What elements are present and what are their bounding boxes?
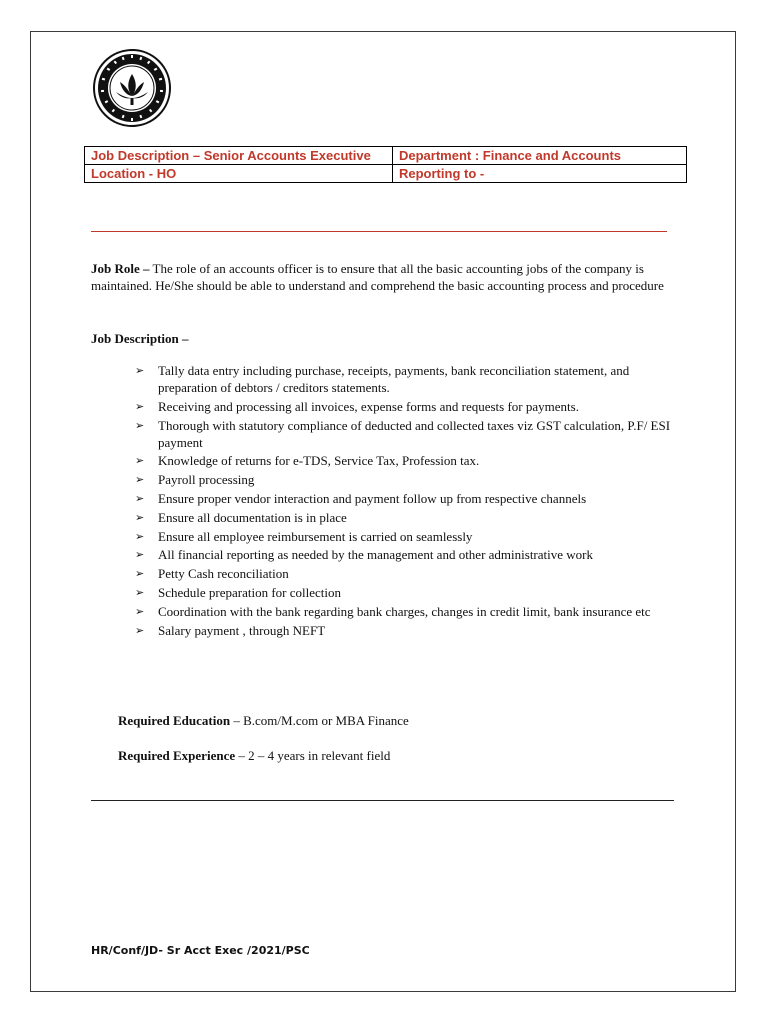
- red-divider: [91, 231, 667, 232]
- document-reference-footer: HR/Conf/JD- Sr Acct Exec /2021/PSC: [91, 944, 310, 957]
- arrow-bullet-icon: ➢: [135, 548, 145, 562]
- arrow-bullet-icon: ➢: [135, 510, 145, 524]
- document-page: [30, 31, 736, 992]
- list-item: [135, 362, 675, 396]
- duty-text: Thorough with statutory compliance of deducted and collected taxes viz GST calculation, P.F/ ESI payment: [158, 417, 671, 450]
- arrow-bullet-icon: ➢: [135, 364, 145, 377]
- list-item: [135, 398, 675, 415]
- duty-text: Knowledge of returns for e-TDS, Service Tax, Profession tax.: [158, 453, 480, 469]
- list-item: [135, 603, 675, 620]
- arrow-bullet-icon: ➢: [135, 604, 145, 618]
- list-item: [135, 546, 675, 563]
- black-divider: [91, 800, 674, 801]
- arrow-bullet-icon: ➢: [135, 473, 145, 487]
- arrow-bullet-icon: ➢: [135, 585, 145, 599]
- duty-text: Tally data entry including purchase, receipts, payments, bank reconciliation statement, and preparation of debtors / creditors statements.: [158, 363, 630, 395]
- arrow-bullet-icon: ➢: [135, 623, 145, 637]
- list-item: [135, 417, 675, 451]
- department-cell: Department : Finance and Accounts: [393, 147, 687, 165]
- list-item: [135, 509, 675, 526]
- arrow-bullet-icon: ➢: [135, 567, 145, 581]
- required-experience-label: Required Experience: [118, 748, 236, 763]
- list-item: [135, 528, 675, 545]
- duty-text: All financial reporting as needed by the management and other administrative work: [158, 547, 593, 563]
- list-item: [135, 452, 675, 469]
- required-experience-value: – 2 – 4 years in relevant field: [238, 748, 391, 763]
- arrow-bullet-icon: ➢: [135, 454, 145, 468]
- duty-text: Ensure all documentation is in place: [158, 509, 347, 525]
- duty-text: Receiving and processing all invoices, expense forms and requests for payments.: [158, 398, 579, 414]
- required-education-label: Required Education: [118, 713, 231, 728]
- duty-text: Ensure proper vendor interaction and payment follow up from respective channels: [158, 490, 587, 506]
- list-item: [135, 471, 675, 488]
- reporting-to-cell: Reporting to -: [393, 165, 687, 183]
- job-role-paragraph: [91, 260, 691, 294]
- arrow-bullet-icon: ➢: [135, 418, 145, 432]
- duty-text: Coordination with the bank regarding bank charges, changes in credit limit, bank insurance etc: [158, 603, 651, 619]
- job-role-label: Job Role –: [91, 261, 150, 276]
- job-role-text: The role of an accounts officer is to ensure that all the basic accounting jobs of the company is maintained. He/She should be able to understand and comprehend the basic accounting process and procedure: [91, 261, 664, 293]
- duty-text: Petty Cash reconciliation: [158, 566, 289, 582]
- location-cell: Location - HO: [85, 165, 393, 183]
- list-item: [135, 490, 675, 507]
- duty-text: Salary payment , through NEFT: [158, 622, 326, 638]
- required-experience: [118, 747, 390, 764]
- required-education-value: – B.com/M.com or MBA Finance: [233, 713, 409, 728]
- list-item: [135, 565, 675, 582]
- duty-text: Payroll processing: [158, 472, 255, 488]
- duty-text: Ensure all employee reimbursement is carried on seamlessly: [158, 528, 473, 544]
- arrow-bullet-icon: ➢: [135, 491, 145, 505]
- header-row: [85, 147, 687, 165]
- company-seal-logo: [92, 48, 172, 128]
- job-description-cell: Job Description – Senior Accounts Executive: [85, 147, 393, 165]
- list-item: [135, 584, 675, 601]
- header-row: [85, 165, 687, 183]
- duties-list: [135, 362, 675, 640]
- duty-text: Schedule preparation for collection: [158, 584, 342, 600]
- job-description-heading: Job Description –: [91, 331, 189, 346]
- job-header-table: [84, 146, 687, 183]
- required-education: [118, 712, 409, 729]
- arrow-bullet-icon: ➢: [135, 529, 145, 543]
- list-item: [135, 622, 675, 639]
- arrow-bullet-icon: ➢: [135, 399, 145, 413]
